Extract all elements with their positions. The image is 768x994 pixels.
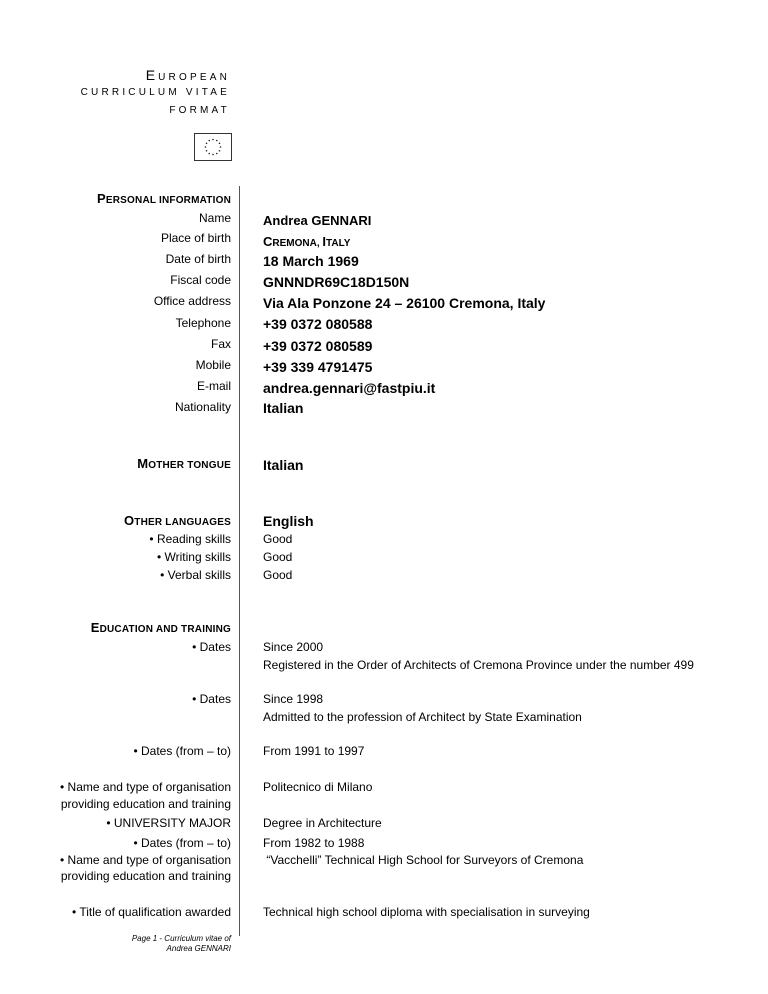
value-name: Andrea GENNARI <box>263 213 372 228</box>
eu-flag-icon <box>194 133 232 161</box>
label-dates-1: • Dates <box>192 640 231 654</box>
label-place-of-birth: Place of birth <box>160 231 231 245</box>
value-dates-from-to-2: From 1982 to 1988 <box>263 836 365 850</box>
column-divider <box>239 186 240 936</box>
label-reading-skills: • Reading skills <box>149 532 231 546</box>
label-writing-skills: • Writing skills <box>157 550 231 564</box>
label-verbal-skills: • Verbal skills <box>160 568 231 582</box>
label-date-of-birth: Date of birth <box>165 252 231 266</box>
value-admission: Admitted to the profession of Architect by State Examination <box>263 710 582 724</box>
footer-line-1: Page 1 - Curriculum vitae of <box>131 934 231 943</box>
value-writing-skills: Good <box>263 550 293 564</box>
label-dates-2: • Dates <box>192 692 231 706</box>
value-dates-2: Since 1998 <box>263 692 324 706</box>
value-place-of-birth: CREMONA, ITALY <box>263 234 351 249</box>
footer-line-2: Andrea GENNARI <box>166 944 231 953</box>
label-university-major: • UNIVERSITY MAJOR <box>106 816 231 830</box>
value-fiscal-code: GNNNDR69C18D150N <box>263 274 410 290</box>
value-mother-tongue: Italian <box>263 457 304 473</box>
value-mobile: +39 339 4791475 <box>263 359 373 375</box>
value-fax: +39 0372 080589 <box>263 338 373 354</box>
value-other-language: English <box>263 513 314 529</box>
label-office-address: Office address <box>153 294 231 308</box>
value-date-of-birth: 18 March 1969 <box>263 253 359 269</box>
label-fiscal-code: Fiscal code <box>170 273 231 287</box>
personal-heading: PERSONAL INFORMATION <box>97 191 231 206</box>
label-organisation-2b: providing education and training <box>60 869 231 883</box>
label-name: Name <box>198 211 231 225</box>
label-email: E-mail <box>196 379 231 393</box>
label-organisation-1b: providing education and training <box>60 797 231 811</box>
label-nationality: Nationality <box>174 400 231 414</box>
value-email: andrea.gennari@fastpiu.it <box>263 380 436 396</box>
label-organisation-2a: • Name and type of organisation <box>60 853 231 867</box>
value-university-major: Degree in Architecture <box>263 816 382 830</box>
value-reading-skills: Good <box>263 532 293 546</box>
label-organisation-1a: • Name and type of organisation <box>60 780 231 794</box>
value-qualification: Technical high school diploma with specialisation in surveying <box>263 905 590 919</box>
education-heading: EDUCATION AND TRAINING <box>90 620 231 635</box>
header-line-1: EUROPEAN <box>145 67 230 83</box>
value-dates-from-to-1: From 1991 to 1997 <box>263 744 365 758</box>
label-dates-from-to-2: • Dates (from – to) <box>133 836 231 850</box>
header-line-2: CURRICULUM VITAE <box>80 87 230 98</box>
value-nationality: Italian <box>263 400 304 416</box>
header-line-3: FORMAT <box>169 105 230 116</box>
label-telephone: Telephone <box>175 316 231 330</box>
value-registration: Registered in the Order of Architects of Cremona Province under the number 499 <box>263 658 694 672</box>
label-qualification: • Title of qualification awarded <box>72 905 231 919</box>
value-verbal-skills: Good <box>263 568 293 582</box>
value-dates-1: Since 2000 <box>263 640 324 654</box>
value-organisation-2: “Vacchelli” Technical High School for Surveyors of Cremona <box>263 853 584 867</box>
mother-tongue-heading: MOTHER TONGUE <box>137 456 231 471</box>
label-fax: Fax <box>210 337 231 351</box>
other-languages-heading: OTHER LANGUAGES <box>123 513 231 528</box>
value-office-address: Via Ala Ponzone 24 – 26100 Cremona, Italy <box>263 295 546 311</box>
value-organisation-1: Politecnico di Milano <box>263 780 373 794</box>
label-dates-from-to-1: • Dates (from – to) <box>133 744 231 758</box>
label-mobile: Mobile <box>195 358 231 372</box>
value-telephone: +39 0372 080588 <box>263 316 373 332</box>
